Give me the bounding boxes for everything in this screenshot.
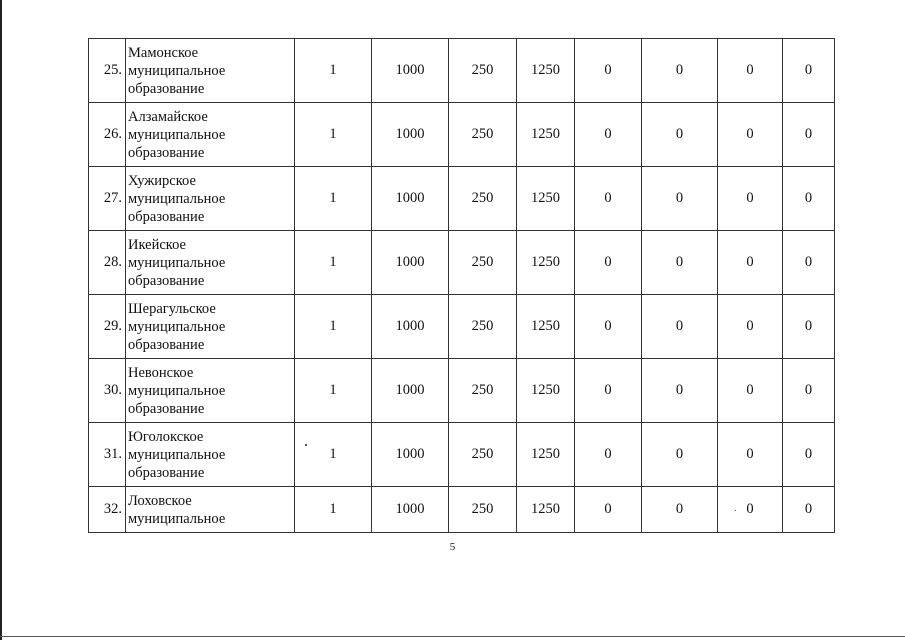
value-cell-1: 1 <box>295 167 372 231</box>
value-cell-3: 250 <box>449 295 517 359</box>
value-cell-5: 0 <box>575 103 642 167</box>
value-cell-3: 250 <box>449 231 517 295</box>
value-cell-3: 250 <box>449 423 517 487</box>
municipality-name-line: образование <box>128 208 205 225</box>
municipality-name-line: муниципальное <box>128 62 226 79</box>
value-cell-4: 1250 <box>517 103 575 167</box>
value-cell-8: 0 <box>783 295 835 359</box>
municipality-name-line: Мамонское <box>128 44 199 61</box>
value-cell-3: 250 <box>449 359 517 423</box>
municipality-name-line: муниципальное <box>128 382 226 399</box>
municipality-name-cell <box>126 487 295 533</box>
value-cell-4: 1250 <box>517 487 575 533</box>
value-cell-4: 1250 <box>517 359 575 423</box>
table-row <box>89 295 835 359</box>
value-cell-6: 0 <box>642 39 718 103</box>
value-cell-4: 1250 <box>517 39 575 103</box>
value-cell-1: 1 <box>295 359 372 423</box>
value-cell-8: 0 <box>783 231 835 295</box>
row-number: 30. <box>89 359 126 423</box>
municipality-name-line: образование <box>128 336 205 353</box>
value-cell-6: 0 <box>642 359 718 423</box>
value-cell-1: 1 <box>295 231 372 295</box>
value-cell-3: 250 <box>449 487 517 533</box>
value-cell-2: 1000 <box>372 423 449 487</box>
value-cell-2: 1000 <box>372 39 449 103</box>
value-cell-5: 0 <box>575 231 642 295</box>
municipality-name-cell <box>126 231 295 295</box>
municipality-name-cell <box>126 103 295 167</box>
table-row <box>89 487 835 533</box>
value-cell-4: 1250 <box>517 295 575 359</box>
municipality-name-line: муниципальное <box>128 190 226 207</box>
municipality-name-line: Хужирское <box>128 172 196 189</box>
municipality-name-line: Лоховское <box>128 492 192 509</box>
value-cell-3: 250 <box>449 103 517 167</box>
value-cell-3: 250 <box>449 39 517 103</box>
value-cell-5: 0 <box>575 39 642 103</box>
value-cell-6: 0 <box>642 295 718 359</box>
value-cell-7: 0 <box>718 39 783 103</box>
row-number: 28. <box>89 231 126 295</box>
value-cell-7: 0 <box>718 487 783 533</box>
page-number: 5 <box>449 541 456 553</box>
row-number: 25. <box>89 39 126 103</box>
municipality-name-line: муниципальное <box>128 446 226 463</box>
table-row <box>89 359 835 423</box>
municipality-name-line: муниципальное <box>128 318 226 335</box>
municipality-name-line: Невонское <box>128 364 194 381</box>
value-cell-7: 0 <box>718 295 783 359</box>
table-row <box>89 231 835 295</box>
table-row <box>89 423 835 487</box>
value-cell-5: 0 <box>575 167 642 231</box>
scan-speck <box>735 510 736 511</box>
value-cell-2: 1000 <box>372 295 449 359</box>
value-cell-5: 0 <box>575 423 642 487</box>
value-cell-7: 0 <box>718 423 783 487</box>
row-number: 27. <box>89 167 126 231</box>
municipality-name-line: Икейское <box>128 236 186 253</box>
row-number: 31. <box>89 423 126 487</box>
value-cell-4: 1250 <box>517 167 575 231</box>
value-cell-4: 1250 <box>517 423 575 487</box>
scan-bottom-edge <box>0 636 905 637</box>
municipality-name-cell <box>126 423 295 487</box>
value-cell-5: 0 <box>575 359 642 423</box>
row-number: 32. <box>89 487 126 533</box>
municipality-name-line: образование <box>128 272 205 289</box>
municipality-name-line: образование <box>128 400 205 417</box>
value-cell-1: 1 <box>295 487 372 533</box>
value-cell-7: 0 <box>718 359 783 423</box>
value-cell-6: 0 <box>642 487 718 533</box>
value-cell-2: 1000 <box>372 359 449 423</box>
municipality-name-cell <box>126 295 295 359</box>
value-cell-6: 0 <box>642 167 718 231</box>
value-cell-8: 0 <box>783 359 835 423</box>
municipality-name-cell <box>126 39 295 103</box>
value-cell-4: 1250 <box>517 231 575 295</box>
municipality-name-line: муниципальное <box>128 126 226 143</box>
value-cell-8: 0 <box>783 423 835 487</box>
municipality-name-line: образование <box>128 80 205 97</box>
value-cell-6: 0 <box>642 423 718 487</box>
value-cell-8: 0 <box>783 103 835 167</box>
row-number: 26. <box>89 103 126 167</box>
value-cell-2: 1000 <box>372 231 449 295</box>
value-cell-7: 0 <box>718 167 783 231</box>
municipality-name-line: Юголокское <box>128 428 204 445</box>
value-cell-2: 1000 <box>372 487 449 533</box>
value-cell-1: 1 <box>295 295 372 359</box>
value-cell-2: 1000 <box>372 103 449 167</box>
value-cell-5: 0 <box>575 487 642 533</box>
municipality-name-line: Алзамайское <box>128 108 208 125</box>
value-cell-2: 1000 <box>372 167 449 231</box>
table-row <box>89 39 835 103</box>
value-cell-6: 0 <box>642 103 718 167</box>
value-cell-1: 1 <box>295 103 372 167</box>
value-cell-8: 0 <box>783 167 835 231</box>
value-cell-7: 0 <box>718 231 783 295</box>
municipality-name-cell <box>126 167 295 231</box>
municipality-name-line: муниципальное <box>128 254 226 271</box>
scan-speck <box>305 444 307 446</box>
municipality-name-line: образование <box>128 464 205 481</box>
municipality-name-line: образование <box>128 144 205 161</box>
value-cell-1: 1 <box>295 423 372 487</box>
municipal-table <box>88 38 835 533</box>
row-number: 29. <box>89 295 126 359</box>
table-body <box>89 39 835 533</box>
value-cell-7: 0 <box>718 103 783 167</box>
municipality-name-cell <box>126 359 295 423</box>
value-cell-5: 0 <box>575 295 642 359</box>
table-row <box>89 103 835 167</box>
value-cell-8: 0 <box>783 39 835 103</box>
table-row <box>89 167 835 231</box>
municipality-name-line: Шерагульское <box>128 300 216 317</box>
value-cell-6: 0 <box>642 231 718 295</box>
municipality-name-line: муниципальное <box>128 510 226 527</box>
value-cell-1: 1 <box>295 39 372 103</box>
value-cell-3: 250 <box>449 167 517 231</box>
value-cell-8: 0 <box>783 487 835 533</box>
